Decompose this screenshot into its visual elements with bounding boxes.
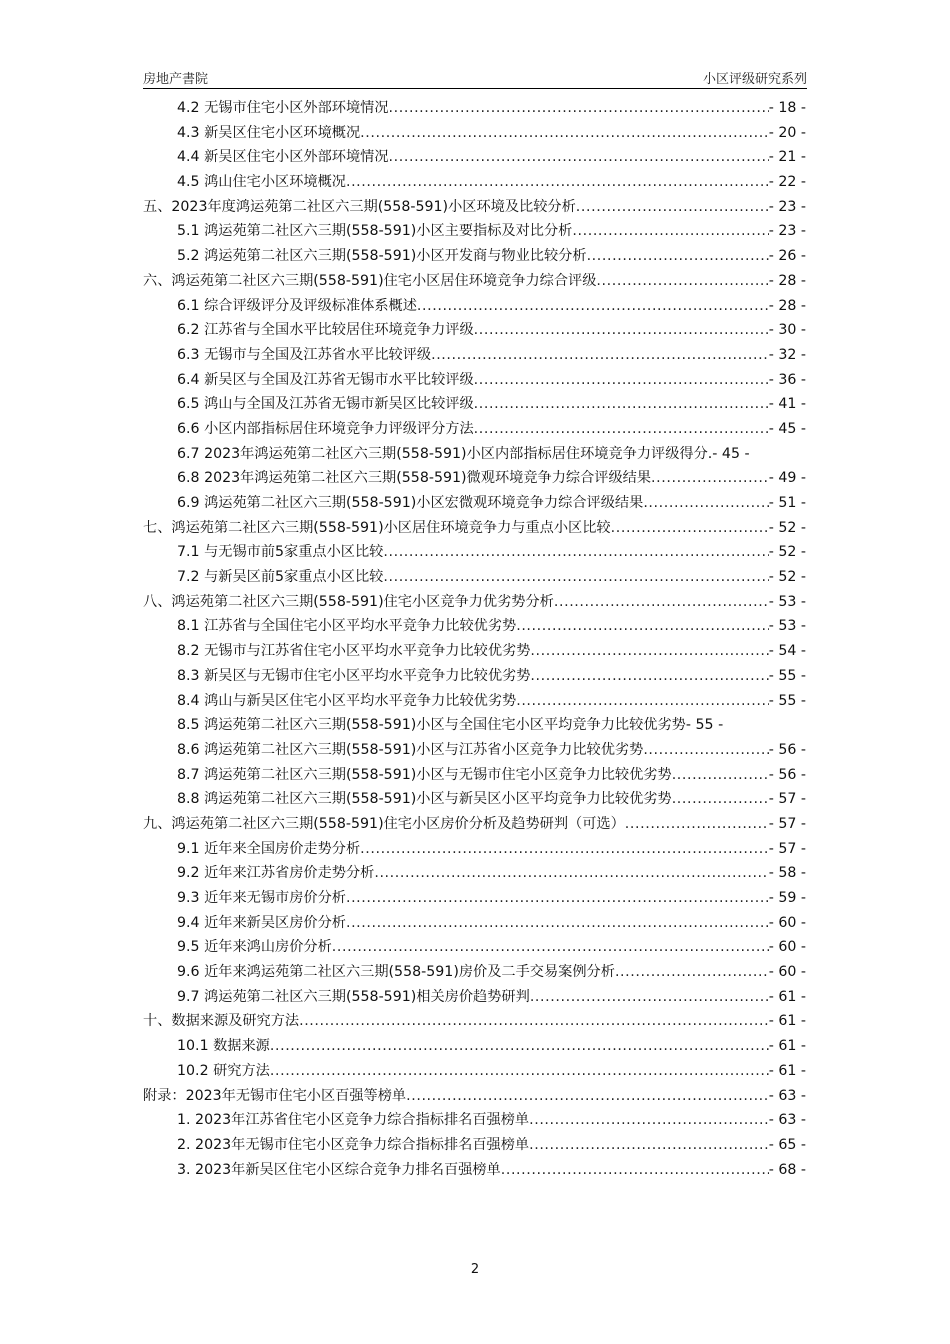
toc-section-entry[interactable] <box>143 392 806 417</box>
toc-entry-page: - 57 - <box>768 840 806 857</box>
toc-entry-page: - 53 - <box>768 593 806 610</box>
toc-entry-title: 9.5 近年来鸿山房价分析 <box>177 939 332 956</box>
toc-entry-page: - 61 - <box>768 1038 806 1055</box>
toc-chapter-entry[interactable] <box>143 812 806 837</box>
toc-entry-title: 7.1 与无锡市前5家重点小区比较 <box>177 544 384 561</box>
toc-dot-leader <box>529 1133 769 1158</box>
toc-dot-leader <box>672 787 769 812</box>
toc-dot-leader <box>530 639 768 664</box>
toc-entry-page: - 60 - <box>768 939 806 956</box>
toc-entry-page: - 55 - <box>685 717 724 734</box>
toc-section-entry[interactable] <box>143 1059 806 1084</box>
toc-section-entry[interactable] <box>143 145 806 170</box>
toc-section-entry[interactable] <box>143 540 806 565</box>
toc-dot-leader <box>576 195 769 220</box>
toc-chapter-entry[interactable] <box>143 516 806 541</box>
toc-entry-page: - 18 - <box>768 100 806 116</box>
toc-section-entry[interactable] <box>143 294 806 319</box>
toc-entry-title: 1. 2023年江苏省住宅小区竞争力综合指标排名百强榜单 <box>177 1112 530 1129</box>
toc-dot-leader <box>516 614 768 639</box>
toc-entry-page: - 55 - <box>768 667 806 684</box>
toc-section-entry[interactable] <box>143 219 806 244</box>
toc-entry-title: 8.3 新吴区与无锡市住宅小区平均水平竞争力比较优劣势 <box>177 667 531 684</box>
toc-section-entry[interactable] <box>143 466 806 491</box>
toc-chapter-entry[interactable] <box>143 1084 806 1109</box>
toc-dot-leader <box>554 590 769 615</box>
toc-dot-leader <box>374 861 768 886</box>
toc-entry-title: 8.5 鸿运苑第二社区六三期(558-591)小区与全国住宅小区平均竞争力比较优劣势 <box>177 717 686 734</box>
header-series: 小区评级研究系列 <box>702 72 807 87</box>
toc-entry-page: - 60 - <box>768 914 806 931</box>
toc-dot-leader <box>389 96 769 121</box>
toc-section-entry[interactable] <box>143 368 806 393</box>
toc-dot-leader <box>474 417 769 442</box>
toc-dot-leader <box>474 318 769 343</box>
toc-entry-page: - 57 - <box>768 791 806 808</box>
toc-dot-leader <box>346 911 769 936</box>
toc-entry-title: 6.4 新吴区与全国及江苏省无锡市水平比较评级 <box>177 371 474 388</box>
toc-entry-page: - 54 - <box>768 643 806 660</box>
toc-entry-page: - 32 - <box>768 346 806 363</box>
toc-dot-leader <box>346 170 769 195</box>
toc-entry-page: - 28 - <box>768 297 806 314</box>
toc-dot-leader <box>389 145 769 170</box>
toc-section-entry[interactable] <box>143 442 806 467</box>
toc-entry-page: .- 45 - <box>707 445 750 462</box>
toc-section-entry[interactable] <box>143 121 806 146</box>
toc-section-entry[interactable] <box>143 886 806 911</box>
toc-entry-title: 5.2 鸿运苑第二社区六三期(558-591)小区开发商与物业比较分析 <box>177 248 587 265</box>
toc-section-entry[interactable] <box>143 244 806 269</box>
toc-entry-page: - 23 - <box>768 223 806 240</box>
toc-section-entry[interactable] <box>143 935 806 960</box>
toc-dot-leader <box>270 1034 769 1059</box>
page-header <box>143 66 807 89</box>
toc-section-entry[interactable] <box>143 861 806 886</box>
toc-entry-title: 4.4 新吴区住宅小区外部环境情况 <box>177 149 389 166</box>
toc-entry-title: 6.5 鸿山与全国及江苏省无锡市新吴区比较评级 <box>177 396 474 413</box>
toc-entry-page: - 52 - <box>768 544 806 561</box>
toc-entry-page: - 41 - <box>768 396 806 413</box>
toc-entry-page: - 59 - <box>768 890 806 907</box>
toc-dot-leader <box>360 121 769 146</box>
toc-dot-leader <box>417 294 769 319</box>
toc-entry-title: 九、鸿运苑第二社区六三期(558-591)住宅小区房价分析及趋势研判（可选） <box>143 815 625 832</box>
toc-section-entry[interactable] <box>143 1108 806 1133</box>
toc-section-entry[interactable] <box>143 713 806 738</box>
toc-entry-page: - 52 - <box>768 519 806 536</box>
toc-dot-leader <box>529 1108 769 1133</box>
toc-section-entry[interactable] <box>143 614 806 639</box>
toc-entry-page: - 68 - <box>768 1161 806 1178</box>
toc-entry-title: 9.6 近年来鸿运苑第二社区六三期(558-591)房价及二手交易案例分析 <box>177 964 615 981</box>
toc-entry-title: 9.1 近年来全国房价走势分析 <box>177 840 361 857</box>
toc-entry-page: - 51 - <box>768 495 806 512</box>
toc-section-entry[interactable] <box>143 565 806 590</box>
page-number: 2 <box>470 1262 480 1277</box>
toc-entry-page: - 36 - <box>768 371 806 388</box>
toc-entry-title: 8.1 江苏省与全国住宅小区平均水平竞争力比较优劣势 <box>177 618 517 635</box>
toc-entry-page: - 21 - <box>768 149 806 166</box>
toc-entry-title: 6.2 江苏省与全国水平比较居住环境竞争力评级 <box>177 322 474 339</box>
toc-dot-leader <box>474 368 769 393</box>
toc-section-entry[interactable] <box>143 738 806 763</box>
toc-entry-page: - 26 - <box>768 248 806 265</box>
toc-entry-page: - 20 - <box>768 124 806 141</box>
toc-entry-page: - 56 - <box>768 741 806 758</box>
toc-entry-title: 附录：2023年无锡市住宅小区百强等榜单 <box>143 1087 407 1104</box>
toc-section-entry[interactable] <box>143 170 806 195</box>
toc-entry-title: 5.1 鸿运苑第二社区六三期(558-591)小区主要指标及对比分析 <box>177 223 573 240</box>
toc-entry-page: - 22 - <box>768 174 806 191</box>
toc-dot-leader <box>572 219 768 244</box>
toc-entry-title: 8.7 鸿运苑第二社区六三期(558-591)小区与无锡市住宅小区竞争力比较优劣势 <box>177 766 672 783</box>
toc-dot-leader <box>625 812 769 837</box>
toc-section-entry[interactable] <box>143 787 806 812</box>
toc-entry-title: 9.2 近年来江苏省房价走势分析 <box>177 865 375 882</box>
toc-entry-title: 8.8 鸿运苑第二社区六三期(558-591)小区与新吴区小区平均竞争力比较优劣势 <box>177 791 672 808</box>
toc-entry-title: 9.7 鸿运苑第二社区六三期(558-591)相关房价趋势研判 <box>177 988 530 1005</box>
toc-dot-leader <box>530 985 769 1010</box>
toc-dot-leader <box>431 343 769 368</box>
toc-dot-leader <box>530 664 768 689</box>
toc-entry-page: - 28 - <box>768 272 806 289</box>
toc-section-entry[interactable] <box>143 689 806 714</box>
toc-dot-leader <box>332 935 769 960</box>
toc-dot-leader <box>346 886 769 911</box>
toc-entry-title: 六、鸿运苑第二社区六三期(558-591)住宅小区居住环境竞争力综合评级 <box>143 272 597 289</box>
toc-entry-title: 7.2 与新吴区前5家重点小区比较 <box>177 569 384 586</box>
toc-entry-title: 十、数据来源及研究方法 <box>143 1013 300 1030</box>
toc-dot-leader <box>615 960 769 985</box>
toc-section-entry[interactable] <box>143 960 806 985</box>
header-publisher: 房地产書院 <box>143 72 209 87</box>
toc-section-entry[interactable] <box>143 318 806 343</box>
toc-entry-title: 8.4 鸿山与新吴区住宅小区平均水平竞争力比较优劣势 <box>177 692 517 709</box>
toc-entry-page: - 45 - <box>768 420 806 437</box>
toc-dot-leader <box>643 491 768 516</box>
toc-section-entry[interactable] <box>143 985 806 1010</box>
toc-entry-title: 6.8 2023年鸿运苑第二社区六三期(558-591)微观环境竞争力综合评级结果 <box>177 470 652 487</box>
toc-entry-page: - 55 - <box>768 692 806 709</box>
toc-dot-leader <box>360 837 769 862</box>
toc-entry-page: - 56 - <box>768 766 806 783</box>
toc-section-entry[interactable] <box>143 1034 806 1059</box>
toc-chapter-entry[interactable] <box>143 590 806 615</box>
toc-entry-title: 4.2 无锡市住宅小区外部环境情况 <box>177 100 389 116</box>
toc-dot-leader <box>651 466 769 491</box>
toc-entry-title: 8.2 无锡市与江苏省住宅小区平均水平竞争力比较优劣势 <box>177 643 531 660</box>
toc-dot-leader <box>501 1158 769 1183</box>
toc-entry-page: - 61 - <box>768 988 806 1005</box>
toc-section-entry[interactable] <box>143 664 806 689</box>
toc-entry-title: 10.2 研究方法 <box>177 1062 270 1079</box>
toc-dot-leader <box>474 392 769 417</box>
toc-entry-title: 五、2023年度鸿运苑第二社区六三期(558-591)小区环境及比较分析 <box>143 198 576 215</box>
toc-dot-leader <box>406 1084 769 1109</box>
toc-entry-title: 6.1 综合评级评分及评级标准体系概述 <box>177 297 417 314</box>
toc-entry-page: - 61 - <box>768 1013 806 1030</box>
toc-section-entry[interactable] <box>143 1158 806 1183</box>
toc-dot-leader <box>516 689 768 714</box>
toc-chapter-entry[interactable] <box>143 1009 806 1034</box>
table-of-contents <box>143 96 806 1182</box>
toc-entry-title: 6.9 鸿运苑第二社区六三期(558-591)小区宏微观环境竞争力综合评级结果 <box>177 495 644 512</box>
toc-dot-leader <box>299 1009 769 1034</box>
toc-dot-leader <box>643 738 768 763</box>
toc-entry-page: - 57 - <box>768 815 806 832</box>
toc-section-entry[interactable] <box>143 96 806 121</box>
toc-entry-page: - 61 - <box>768 1062 806 1079</box>
toc-section-entry[interactable] <box>143 763 806 788</box>
toc-entry-title: 9.4 近年来新吴区房价分析 <box>177 914 346 931</box>
toc-section-entry[interactable] <box>143 837 806 862</box>
toc-entry-title: 9.3 近年来无锡市房价分析 <box>177 890 346 907</box>
toc-dot-leader <box>587 244 769 269</box>
toc-entry-title: 8.6 鸿运苑第二社区六三期(558-591)小区与江苏省小区竞争力比较优劣势 <box>177 741 644 758</box>
toc-entry-page: - 23 - <box>768 198 806 215</box>
toc-entry-page: - 63 - <box>768 1112 806 1129</box>
toc-chapter-entry[interactable] <box>143 269 806 294</box>
toc-section-entry[interactable] <box>143 911 806 936</box>
toc-entry-page: - 49 - <box>768 470 806 487</box>
toc-entry-page: - 53 - <box>768 618 806 635</box>
toc-dot-leader <box>611 516 769 541</box>
toc-section-entry[interactable] <box>143 343 806 368</box>
toc-entry-page: - 58 - <box>768 865 806 882</box>
toc-entry-title: 七、鸿运苑第二社区六三期(558-591)小区居住环境竞争力与重点小区比较 <box>143 519 611 536</box>
toc-dot-leader <box>596 269 768 294</box>
toc-entry-title: 2. 2023年无锡市住宅小区竞争力综合指标排名百强榜单 <box>177 1136 530 1153</box>
toc-dot-leader <box>270 1059 769 1084</box>
toc-entry-title: 6.7 2023年鸿运苑第二社区六三期(558-591)小区内部指标居住环境竞争力评级得分 <box>177 445 708 462</box>
toc-entry-page: - 60 - <box>768 964 806 981</box>
toc-entry-page: - 52 - <box>768 569 806 586</box>
toc-dot-leader <box>383 540 768 565</box>
toc-chapter-entry[interactable] <box>143 195 806 220</box>
toc-section-entry[interactable] <box>143 639 806 664</box>
toc-dot-leader <box>383 565 768 590</box>
toc-entry-page: - 63 - <box>768 1087 806 1104</box>
toc-entry-title: 6.3 无锡市与全国及江苏省水平比较评级 <box>177 346 432 363</box>
toc-entry-title: 10.1 数据来源 <box>177 1038 270 1055</box>
toc-section-entry[interactable] <box>143 491 806 516</box>
toc-dot-leader <box>672 763 769 788</box>
toc-section-entry[interactable] <box>143 417 806 442</box>
toc-entry-title: 6.6 小区内部指标居住环境竞争力评级评分方法 <box>177 420 474 437</box>
toc-entry-page: - 65 - <box>768 1136 806 1153</box>
toc-section-entry[interactable] <box>143 1133 806 1158</box>
toc-entry-title: 八、鸿运苑第二社区六三期(558-591)住宅小区竞争力优劣势分析 <box>143 593 554 610</box>
toc-entry-title: 3. 2023年新吴区住宅小区综合竞争力排名百强榜单 <box>177 1161 501 1178</box>
toc-entry-page: - 30 - <box>768 322 806 339</box>
toc-entry-title: 4.5 鸿山住宅小区环境概况 <box>177 174 346 191</box>
toc-entry-title: 4.3 新吴区住宅小区环境概况 <box>177 124 361 141</box>
